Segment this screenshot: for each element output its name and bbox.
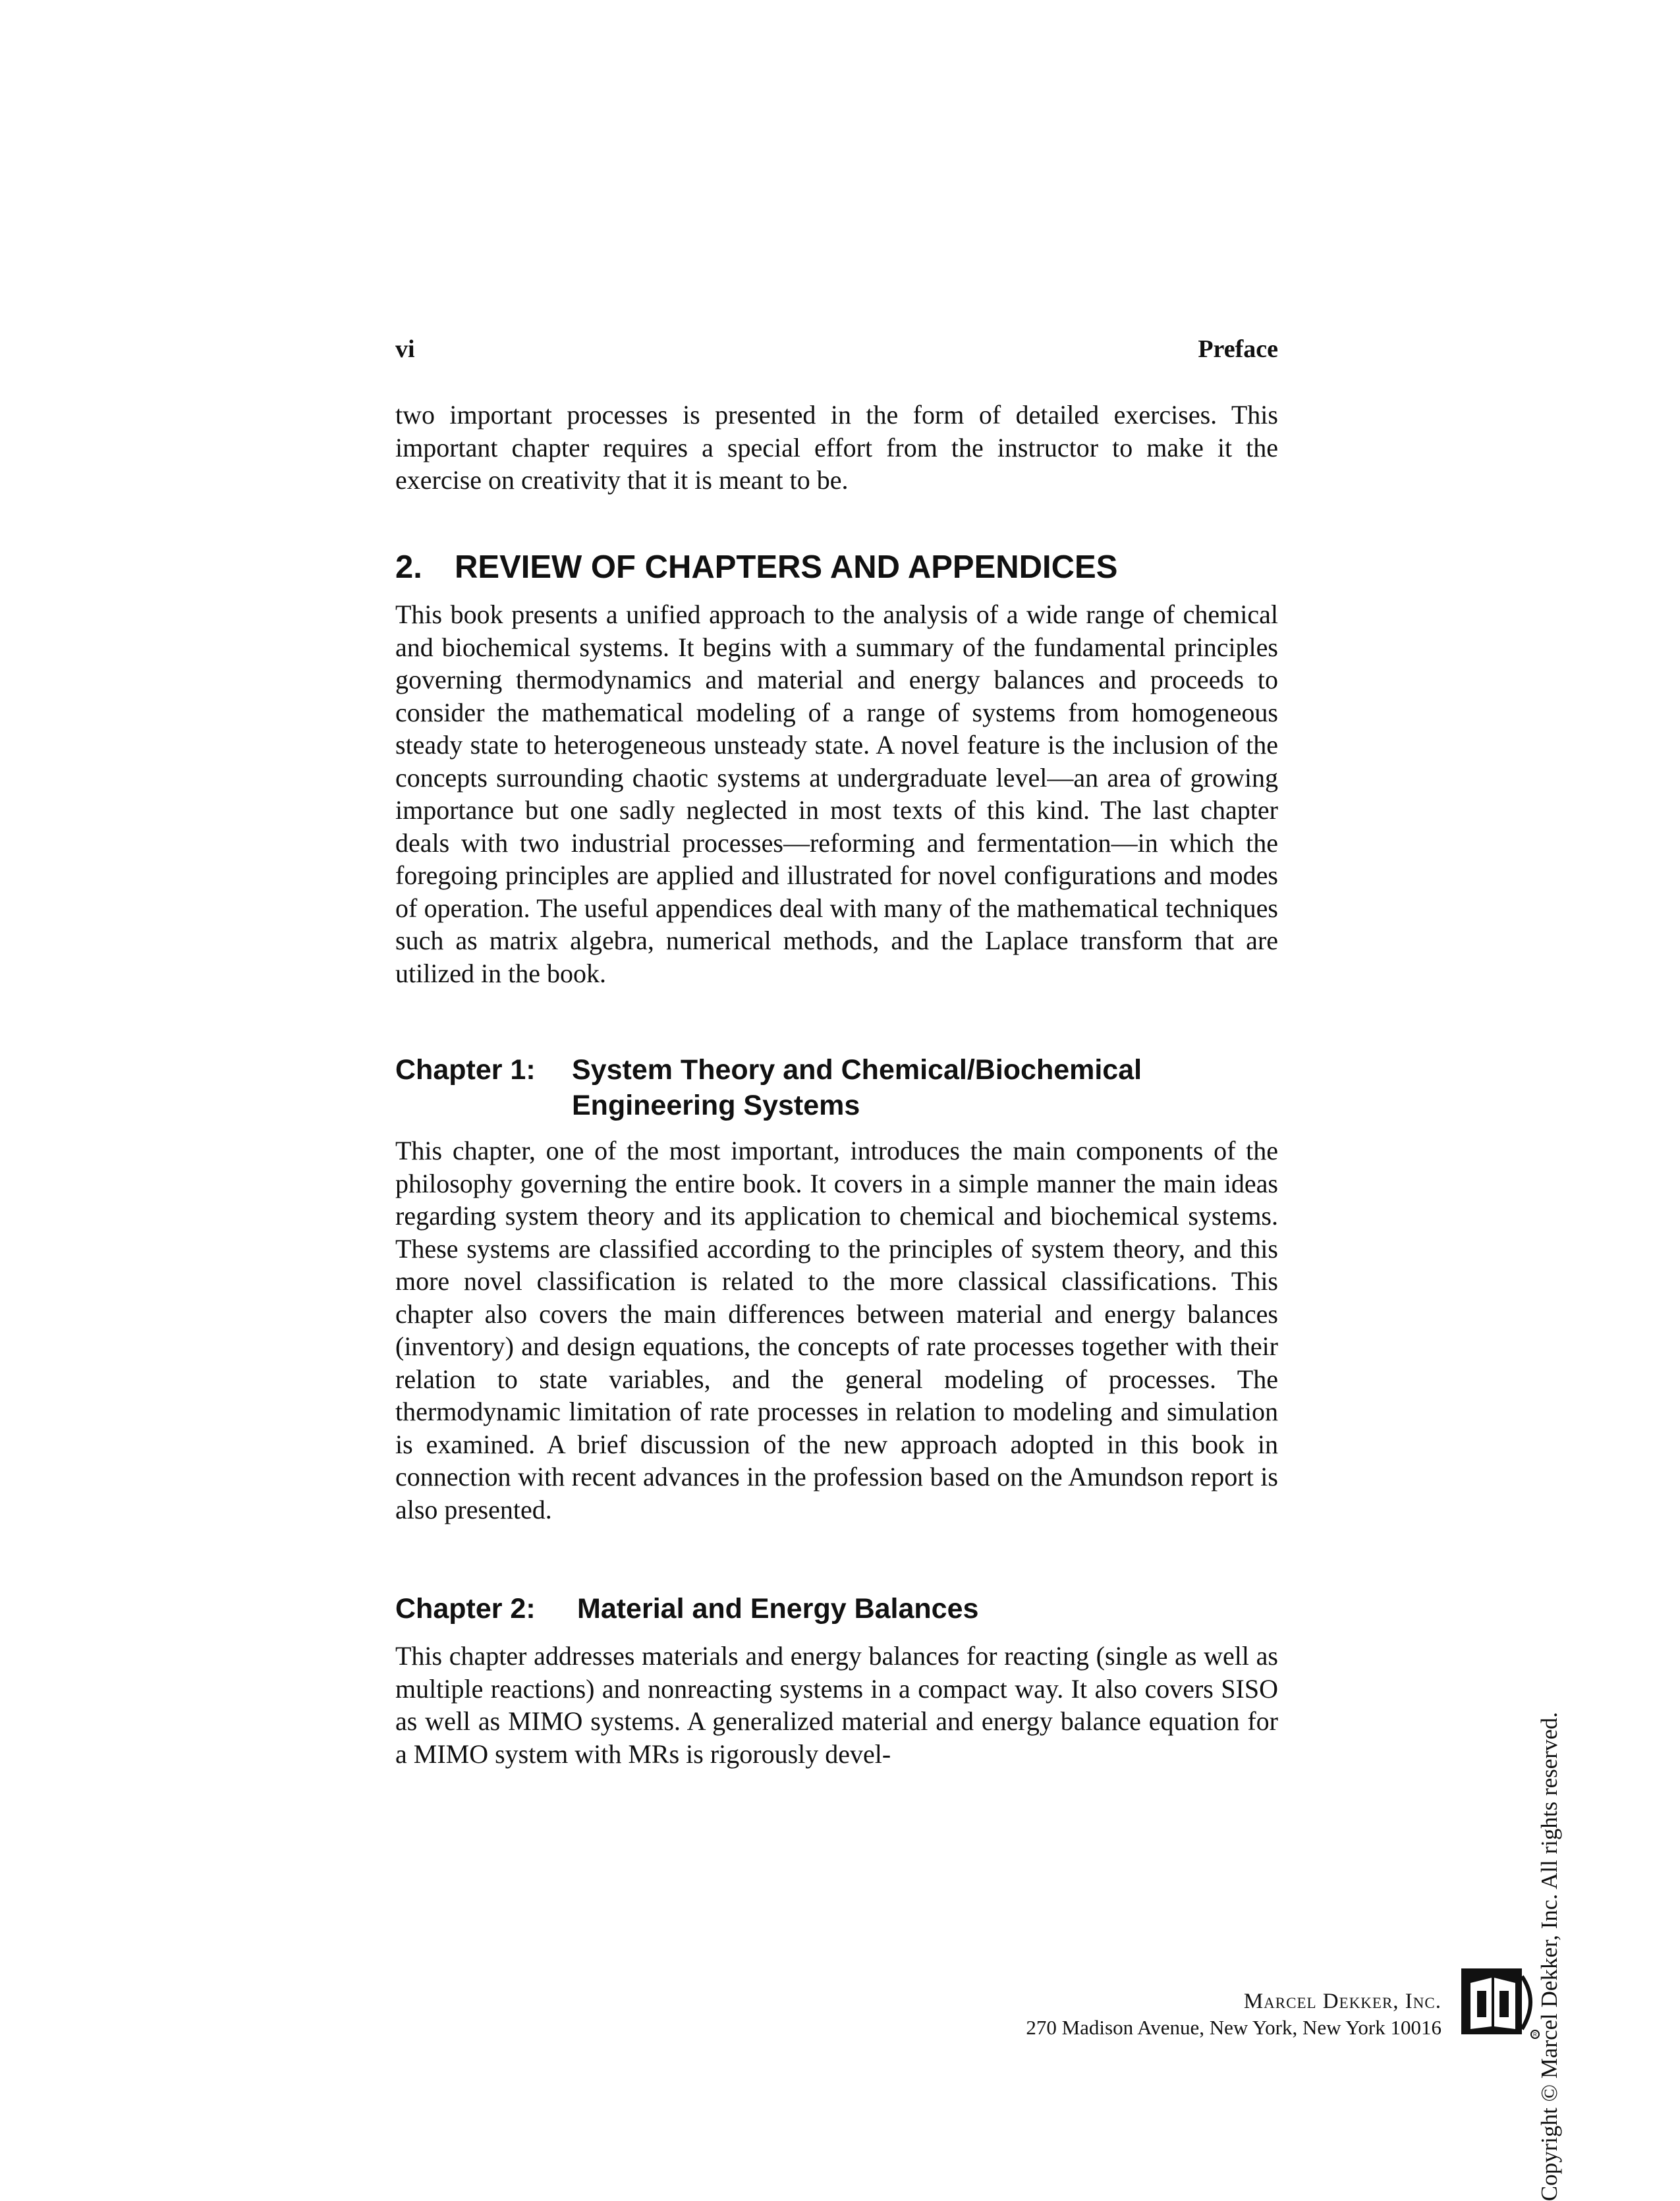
- chapter-1-title: System Theory and Chemical/Biochemical Engineering Systems: [572, 1054, 1142, 1121]
- chapter-2-heading: [395, 1591, 1278, 1630]
- chapter-2-label: Chapter 2:: [395, 1593, 536, 1625]
- page-number: vi: [395, 335, 415, 363]
- publisher-logo-icon: [1456, 1963, 1542, 2042]
- publisher-address: 270 Madison Avenue, New York, New York 10016: [1026, 2016, 1442, 2039]
- chapter-1-label: Chapter 1:: [395, 1054, 536, 1086]
- publisher-imprint: [1026, 1988, 1442, 2041]
- publisher-name: Marcel Dekker, Inc.: [1243, 1990, 1442, 2013]
- review-paragraph: This book presents a unified approach to the analysis of a wide range of chemical and biochemical systems. It begins with a summary of the fundamental principles governing thermodynamics and material and energy balances and proceeds to consider the mathematical modeling of a range of systems from homogeneous steady state to heterogeneous unsteady state. A novel feature is the inclusion of the concepts surrounding chaotic systems at undergraduate level—an area of growing importance but one sadly neglected in most texts of this kind. The last chapter deals with two industrial processes—reforming and fermentation—in which the foregoing principles are applied and illustrated for novel configurations and modes of operation. The useful appendices deal with many of the mathematical techniques such as matrix algebra, numerical methods, and the Laplace transform that are utilized in the book.: [395, 599, 1278, 988]
- section-number: 2.: [395, 549, 422, 585]
- running-head: [395, 335, 1278, 374]
- section-title: REVIEW OF CHAPTERS AND APPENDICES: [455, 549, 1118, 585]
- chapter-1-heading: [395, 1052, 1278, 1125]
- copyright-notice: Copyright © Marcel Dekker, Inc. All rights reserved.: [1536, 1712, 1562, 2201]
- running-head-title: Preface: [1198, 335, 1278, 363]
- section-heading: [395, 549, 1117, 586]
- chapter-2-paragraph: This chapter addresses materials and energy balances for reacting (single as well as multiple reactions) and nonreacting systems in a compact way. It also covers SISO as well as MIMO systems. A generalized material and energy balance equation for a MIMO system with MRs is rigorously devel-: [395, 1641, 1278, 1769]
- chapter-2-title: Material and Energy Balances: [577, 1593, 979, 1625]
- chapter-1-paragraph: This chapter, one of the most important, introduces the main components of the philosophy governing the entire book. It covers in a simple manner the main ideas regarding system theory and its application to chemical and biochemical systems. These systems are classified according to the principles of system theory, and this more novel classification is related to the more classical classifications. This chapter also covers the main differences between material and energy balances (inventory) and design equations, the concepts of rate processes together with their relation to state variables, and the general modeling of processes. The thermodynamic limitation of rate processes in relation to modeling and simulation is examined. A brief discussion of the new approach adopted in this book in connection with recent advances in the profession based on the Amundson report is also presented.: [395, 1136, 1278, 1524]
- intro-paragraph: two important processes is presented in the form of detailed exercises. This important chapter requires a special effort from the instructor to make it the exercise on creativity that it is meant to be.: [395, 400, 1278, 495]
- svg-text:R: R: [1533, 2032, 1537, 2038]
